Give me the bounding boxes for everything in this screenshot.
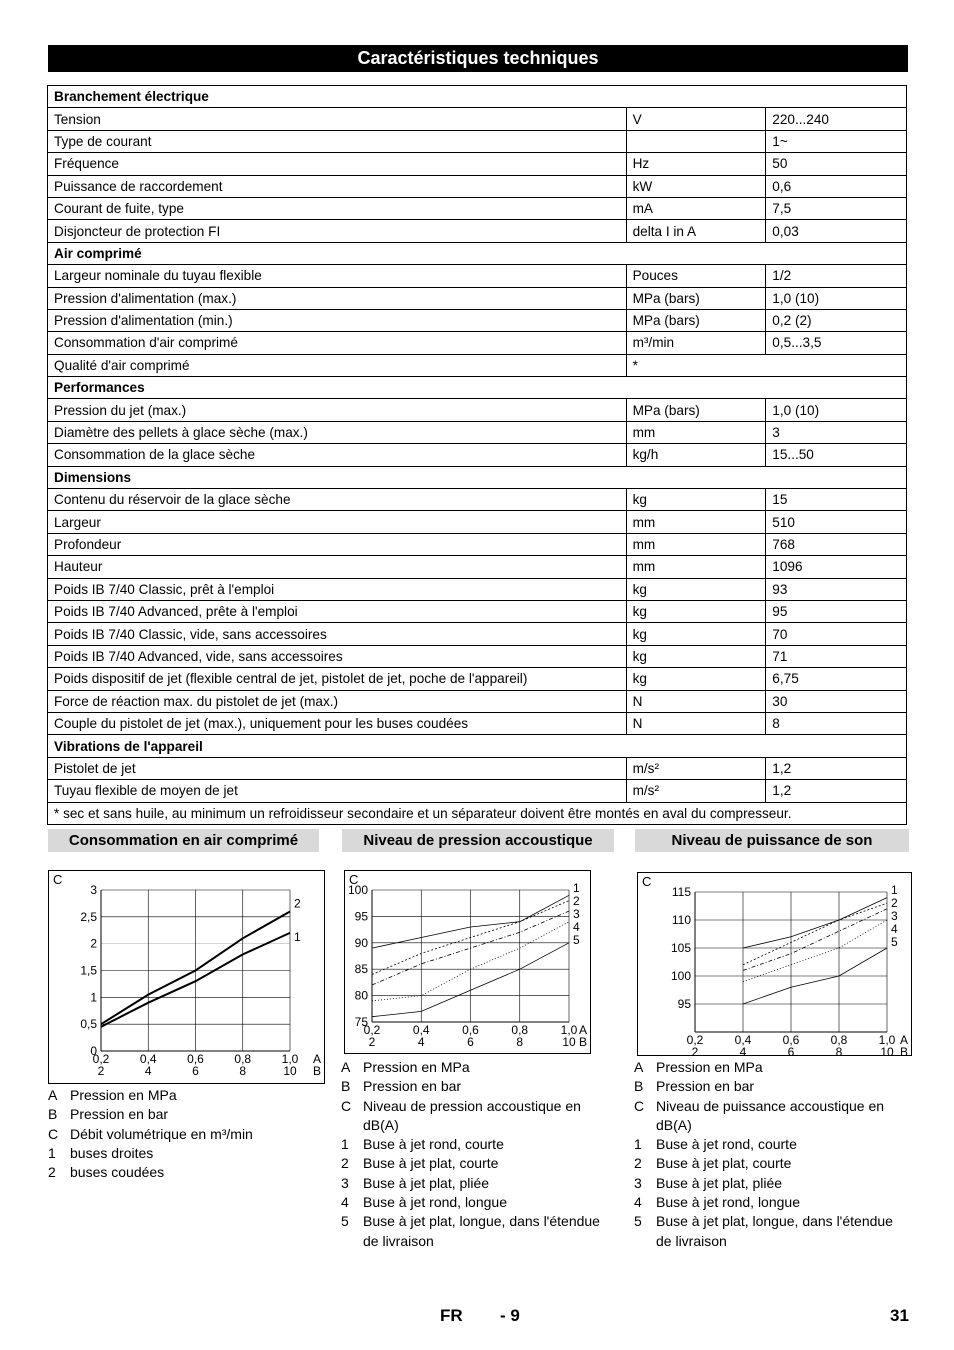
- x-axis-label-bar: B: [579, 1035, 588, 1049]
- spec-value: 0,5...3,5: [766, 332, 907, 354]
- legend-text: Pression en bar: [70, 1106, 169, 1123]
- legend-item: [48, 1125, 323, 1144]
- section-heading: Dimensions: [48, 466, 907, 488]
- y-tick-label: 110: [671, 913, 691, 927]
- legend-item: [48, 1105, 323, 1124]
- section-header-row: [48, 466, 907, 488]
- spec-label: Hauteur: [48, 556, 627, 578]
- x-tick-label-bar: 6: [467, 1035, 474, 1049]
- x-tick-label: 0,2: [92, 1052, 110, 1066]
- spec-unit: m/s²: [626, 757, 766, 779]
- legend-key: 1: [48, 1144, 56, 1161]
- spec-label: Pression d'alimentation (min.): [48, 309, 627, 331]
- spec-label: Courant de fuite, type: [48, 197, 627, 219]
- series-label: 3: [891, 909, 898, 923]
- table-row: [48, 780, 907, 802]
- legend-text: Buse à jet plat, longue, dans l'étendue de livraison: [656, 1213, 893, 1249]
- table-row: [48, 130, 907, 152]
- series-label: 2: [573, 894, 580, 908]
- x-tick-label-bar: 10: [283, 1064, 297, 1078]
- x-tick-label: 0,6: [782, 1033, 800, 1047]
- spec-value: 1096: [766, 556, 907, 578]
- table-row: [48, 354, 907, 376]
- x-tick-label: 0,4: [734, 1033, 752, 1047]
- x-axis-label-bar: B: [313, 1064, 322, 1078]
- spec-label: Largeur: [48, 511, 627, 533]
- legend-item: [634, 1097, 909, 1136]
- footer-page-number: 31: [890, 1306, 909, 1325]
- legend-text: buses coudées: [70, 1164, 165, 1181]
- legend-text: Buse à jet rond, courte: [363, 1136, 504, 1153]
- spec-value: 0,03: [766, 220, 907, 242]
- spec-value: 1,0 (10): [766, 287, 907, 309]
- x-tick-label: 1,0: [878, 1033, 896, 1047]
- legend-text: Buse à jet rond, courte: [656, 1136, 797, 1153]
- table-row: [48, 533, 907, 555]
- legend-text: Buse à jet rond, longue: [363, 1194, 507, 1211]
- section-header-row: [48, 735, 907, 757]
- series-label: 2: [891, 896, 898, 910]
- table-row: [48, 556, 907, 578]
- table-row: [48, 712, 907, 734]
- spec-unit: kg: [626, 489, 766, 511]
- spec-unit: kg: [626, 578, 766, 600]
- legend-text: Pression en bar: [656, 1078, 755, 1095]
- section-heading: Performances: [48, 377, 907, 399]
- legend-key: 1: [634, 1136, 642, 1153]
- x-tick-label: 0,4: [412, 1023, 430, 1037]
- table-row: [48, 108, 907, 130]
- legend-item: [341, 1077, 616, 1096]
- legend-key: 4: [634, 1194, 642, 1211]
- spec-label: Qualité d'air comprimé: [48, 354, 627, 376]
- series-label: 5: [573, 933, 580, 947]
- x-tick-label-bar: 8: [239, 1064, 247, 1078]
- x-tick-label-bar: 4: [144, 1064, 152, 1078]
- spec-label: Poids IB 7/40 Classic, prêt à l'emploi: [48, 578, 627, 600]
- legend-item: [341, 1097, 616, 1136]
- legend-pressure: [341, 1058, 616, 1251]
- x-axis-label: A: [313, 1052, 322, 1066]
- table-row: [48, 265, 907, 287]
- spec-unit: mA: [626, 197, 766, 219]
- x-tick-label: 0,2: [363, 1023, 381, 1037]
- series-label: 2: [294, 896, 301, 911]
- series-label: 4: [573, 920, 580, 934]
- spec-value: 6,75: [766, 668, 907, 690]
- spec-value: 1,2: [766, 780, 907, 802]
- panel-heading-air: Consommation en air comprimé: [48, 829, 319, 852]
- spec-label: Contenu du réservoir de la glace sèche: [48, 489, 627, 511]
- legend-text: Buse à jet plat, pliée: [363, 1174, 490, 1191]
- spec-label: Consommation de la glace sèche: [48, 444, 627, 466]
- x-tick-label: 0,4: [139, 1052, 157, 1066]
- x-tick-label-bar: 8: [835, 1045, 843, 1056]
- x-tick-label: 1,0: [560, 1023, 578, 1037]
- table-row: [48, 399, 907, 421]
- table-row: [48, 309, 907, 331]
- table-row: [48, 668, 907, 690]
- legend-text: Pression en MPa: [70, 1087, 177, 1103]
- legend-text: Débit volumétrique en m³/min: [70, 1125, 253, 1142]
- section-heading: Branchement électrique: [48, 86, 907, 108]
- legend-key: 2: [48, 1164, 56, 1181]
- spec-unit: kg: [626, 668, 766, 690]
- spec-label: Pistolet de jet: [48, 757, 627, 779]
- x-tick-label-bar: 10: [562, 1035, 576, 1049]
- legend-text: Buse à jet plat, pliée: [656, 1174, 783, 1191]
- y-axis-label: C: [349, 872, 359, 887]
- footnote-row: [48, 802, 907, 824]
- panel-heading-power: Niveau de puissance de son: [635, 829, 909, 852]
- x-tick-label: 0,2: [686, 1033, 704, 1047]
- legend-key: A: [48, 1087, 58, 1103]
- spec-unit: [626, 130, 766, 152]
- spec-unit: m/s²: [626, 780, 766, 802]
- spec-label: Puissance de raccordement: [48, 175, 627, 197]
- spec-unit: MPa (bars): [626, 287, 766, 309]
- spec-value: 3: [766, 421, 907, 443]
- spec-unit: MPa (bars): [626, 309, 766, 331]
- spec-value: 510: [766, 511, 907, 533]
- footer-language: FR: [440, 1306, 463, 1325]
- y-tick-label: 100: [670, 969, 691, 983]
- section-header-row: [48, 377, 907, 399]
- y-tick-label: 0,5: [80, 1017, 97, 1032]
- legend-power: [634, 1058, 909, 1251]
- spec-value: 71: [766, 645, 907, 667]
- legend-key: B: [634, 1078, 644, 1095]
- table-row: [48, 287, 907, 309]
- spec-label: Poids IB 7/40 Classic, vide, sans accessoires: [48, 623, 627, 645]
- spec-value: 95: [766, 600, 907, 622]
- panel-heading-pressure: Niveau de pression accoustique: [342, 829, 614, 852]
- legend-item: [634, 1154, 909, 1173]
- x-axis-label-bar: B: [900, 1045, 909, 1056]
- legend-item: [341, 1154, 616, 1173]
- legend-key: C: [634, 1097, 645, 1114]
- table-row: [48, 153, 907, 175]
- legend-key: A: [341, 1059, 351, 1075]
- x-tick-label: 0,8: [234, 1052, 252, 1066]
- page-title: Caractéristiques techniques: [48, 45, 908, 72]
- series-label: 1: [891, 883, 898, 897]
- spec-value: 768: [766, 533, 907, 555]
- spec-value: 50: [766, 153, 907, 175]
- chart-air-consumption: [48, 870, 325, 1084]
- spec-unit: kg: [626, 645, 766, 667]
- spec-label: Pression du jet (max.): [48, 399, 627, 421]
- spec-unit: N: [626, 712, 766, 734]
- legend-key: 5: [341, 1213, 349, 1230]
- section-heading: Air comprimé: [48, 242, 907, 264]
- legend-key: 1: [341, 1136, 349, 1153]
- table-row: [48, 489, 907, 511]
- spec-label: Tuyau flexible de moyen de jet: [48, 780, 627, 802]
- spec-value: 70: [766, 623, 907, 645]
- spec-unit: N: [626, 690, 766, 712]
- spec-unit: mm: [626, 533, 766, 555]
- table-row: [48, 421, 907, 443]
- table-row: [48, 197, 907, 219]
- legend-item: [634, 1135, 909, 1154]
- legend-key: 4: [341, 1194, 349, 1211]
- spec-value: 30: [766, 690, 907, 712]
- x-tick-label: 0,6: [462, 1023, 479, 1037]
- legend-key: 3: [341, 1174, 349, 1191]
- spec-table: [47, 85, 907, 825]
- y-tick-label: 3: [90, 883, 97, 897]
- x-tick-label-bar: 4: [417, 1035, 425, 1049]
- x-tick-label-bar: 10: [880, 1045, 894, 1056]
- spec-label: Type de courant: [48, 130, 627, 152]
- spec-value: 1~: [766, 130, 907, 152]
- table-row: [48, 623, 907, 645]
- x-tick-label: 0,8: [511, 1023, 529, 1037]
- chart-sound-pressure: [344, 870, 591, 1054]
- spec-label: Disjoncteur de protection FI: [48, 220, 627, 242]
- x-tick-label-bar: 6: [192, 1064, 199, 1078]
- spec-label: Pression d'alimentation (max.): [48, 287, 627, 309]
- legend-key: 2: [341, 1155, 349, 1172]
- x-tick-label: 0,8: [830, 1033, 848, 1047]
- legend-text: Buse à jet plat, longue, dans l'étendue de livraison: [363, 1213, 600, 1249]
- spec-label: Diamètre des pellets à glace sèche (max.): [48, 421, 627, 443]
- spec-unit: mm: [626, 556, 766, 578]
- spec-value: 1,2: [766, 757, 907, 779]
- legend-item: [48, 1144, 323, 1163]
- spec-value: 15: [766, 489, 907, 511]
- x-tick-label-bar: 8: [516, 1035, 524, 1049]
- table-row: [48, 578, 907, 600]
- legend-key: B: [341, 1078, 351, 1095]
- table-row: [48, 757, 907, 779]
- series-label: 5: [891, 935, 898, 949]
- spec-unit: m³/min: [626, 332, 766, 354]
- legend-key: 3: [634, 1174, 642, 1191]
- legend-text: Pression en bar: [363, 1078, 462, 1095]
- section-header-row: [48, 242, 907, 264]
- spec-unit: mm: [626, 511, 766, 533]
- legend-text: Pression en MPa: [363, 1059, 470, 1075]
- spec-value: 0,6: [766, 175, 907, 197]
- legend-key: 5: [634, 1213, 642, 1230]
- legend-item: [341, 1193, 616, 1212]
- legend-text: Pression en MPa: [656, 1059, 763, 1075]
- x-tick-label: 1,0: [281, 1052, 299, 1066]
- y-tick-label: 85: [354, 962, 368, 977]
- spec-label: Fréquence: [48, 153, 627, 175]
- x-axis-label: A: [579, 1023, 588, 1037]
- spec-label: Profondeur: [48, 533, 627, 555]
- section-heading: Vibrations de l'appareil: [48, 735, 907, 757]
- x-tick-label-bar: 6: [787, 1045, 795, 1056]
- spec-unit: mm: [626, 421, 766, 443]
- y-tick-label: 1: [90, 990, 97, 1005]
- y-tick-label: 90: [354, 935, 368, 950]
- spec-value: 1/2: [766, 265, 907, 287]
- y-axis-label: C: [642, 874, 652, 889]
- legend-item: [634, 1174, 909, 1193]
- legend-text: Buse à jet rond, longue: [656, 1194, 800, 1211]
- legend-key: C: [341, 1097, 352, 1114]
- y-tick-label: 115: [671, 885, 691, 899]
- legend-item: [634, 1058, 909, 1077]
- spec-value: 8: [766, 712, 907, 734]
- y-tick-label: 80: [354, 988, 368, 1003]
- series-label: 1: [573, 881, 580, 895]
- legend-item: [341, 1174, 616, 1193]
- y-tick-label: 0: [90, 1044, 97, 1058]
- series-label: 1: [294, 929, 301, 944]
- spec-unit: kW: [626, 175, 766, 197]
- table-row: [48, 600, 907, 622]
- spec-value: 93: [766, 578, 907, 600]
- series-label: 4: [891, 922, 898, 936]
- x-tick-label-bar: 4: [739, 1045, 747, 1056]
- y-tick-label: 105: [670, 941, 691, 955]
- spec-label: Couple du pistolet de jet (max.), uniquement pour les buses coudées: [48, 712, 627, 734]
- y-tick-label: 2: [90, 936, 97, 951]
- table-row: [48, 444, 907, 466]
- spec-value: 15...50: [766, 444, 907, 466]
- y-tick-label: 95: [677, 997, 691, 1011]
- legend-item: [341, 1058, 616, 1077]
- spec-unit: kg: [626, 600, 766, 622]
- legend-item: [341, 1135, 616, 1154]
- spec-value: 220...240: [766, 108, 907, 130]
- spec-label: Poids IB 7/40 Advanced, prête à l'emploi: [48, 600, 627, 622]
- legend-text: Niveau de pression accoustique en dB(A): [363, 1097, 581, 1133]
- table-row: [48, 220, 907, 242]
- section-header-row: [48, 86, 907, 108]
- spec-unit: delta I in A: [626, 220, 766, 242]
- x-tick-label-bar: 2: [368, 1035, 376, 1049]
- legend-item: [634, 1212, 909, 1251]
- y-tick-label: 75: [354, 1015, 368, 1029]
- footer-local-page: - 9: [500, 1306, 520, 1325]
- table-row: [48, 332, 907, 354]
- spec-label: Consommation d'air comprimé: [48, 332, 627, 354]
- spec-unit: Pouces: [626, 265, 766, 287]
- spec-unit: *: [626, 354, 906, 376]
- legend-item: [634, 1193, 909, 1212]
- spec-value: 7,5: [766, 197, 907, 219]
- spec-label: Poids IB 7/40 Advanced, vide, sans accessoires: [48, 645, 627, 667]
- series-label: 3: [573, 907, 580, 921]
- legend-key: B: [48, 1106, 58, 1123]
- spec-unit: V: [626, 108, 766, 130]
- chart-sound-power: [637, 872, 912, 1056]
- spec-label: Poids dispositif de jet (flexible central de jet, pistolet de jet, poche de l'appareil): [48, 668, 627, 690]
- spec-unit: MPa (bars): [626, 399, 766, 421]
- table-row: [48, 690, 907, 712]
- spec-value: 1,0 (10): [766, 399, 907, 421]
- legend-text: buses droites: [70, 1144, 154, 1161]
- table-row: [48, 511, 907, 533]
- x-axis-label: A: [900, 1033, 909, 1047]
- spec-unit: Hz: [626, 153, 766, 175]
- legend-air: [48, 1086, 323, 1182]
- legend-text: Buse à jet plat, courte: [363, 1155, 499, 1172]
- legend-text: Niveau de puissance accoustique en dB(A): [656, 1097, 885, 1133]
- legend-key: C: [48, 1125, 59, 1142]
- x-tick-label-bar: 2: [691, 1045, 699, 1056]
- x-tick-label: 0,6: [187, 1052, 204, 1066]
- legend-item: [48, 1163, 323, 1182]
- spec-label: Force de réaction max. du pistolet de jet (max.): [48, 690, 627, 712]
- legend-item: [48, 1086, 323, 1105]
- spec-label: Largeur nominale du tuyau flexible: [48, 265, 627, 287]
- spec-label: Tension: [48, 108, 627, 130]
- y-tick-label: 1,5: [80, 963, 97, 978]
- y-tick-label: 100: [347, 883, 368, 897]
- legend-text: Buse à jet plat, courte: [656, 1155, 792, 1172]
- y-axis-label: C: [53, 872, 63, 887]
- legend-item: [634, 1077, 909, 1096]
- y-tick-label: 2,5: [80, 909, 97, 924]
- spec-unit: kg/h: [626, 444, 766, 466]
- chart-frame: [638, 873, 912, 1056]
- footnote: * sec et sans huile, au minimum un refroidisseur secondaire et un séparateur doivent être montés en aval du compresseur.: [48, 802, 907, 824]
- table-row: [48, 175, 907, 197]
- spec-value: 0,2 (2): [766, 309, 907, 331]
- x-tick-label-bar: 2: [97, 1064, 105, 1078]
- y-tick-label: 95: [354, 909, 368, 924]
- table-row: [48, 645, 907, 667]
- spec-unit: kg: [626, 623, 766, 645]
- legend-item: [341, 1212, 616, 1251]
- legend-key: A: [634, 1059, 644, 1075]
- legend-key: 2: [634, 1155, 642, 1172]
